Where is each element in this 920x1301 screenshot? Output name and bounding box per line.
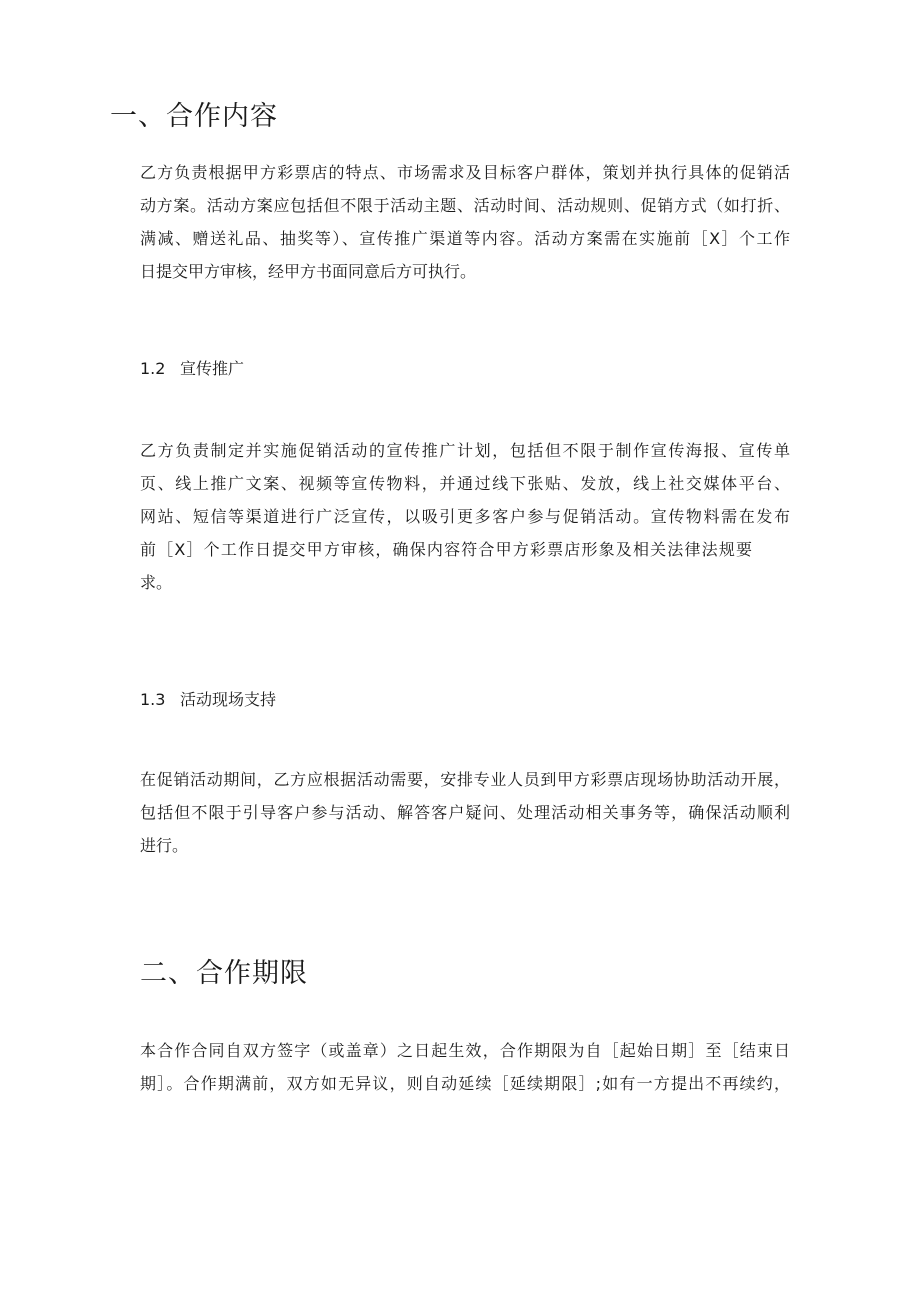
paragraph-line: 前［X］个工作日提交甲方审核，确保内容符合甲方彩票店形象及相关法律法规要 [140, 540, 752, 559]
paragraph-line: 求。 [140, 573, 173, 592]
subheading-title: 宣传推广 [180, 359, 245, 378]
section-heading-cooperation-content: 一、合作内容 [110, 101, 278, 132]
paragraph-cooperation-term [140, 1034, 790, 1100]
subheading-onsite-support [140, 688, 276, 712]
subheading-number: 1.2 [140, 359, 166, 378]
paragraph-line: 包括但不限于引导客户参与活动、解答客户疑问、处理活动相关事务等，确保活动顺利 [140, 803, 790, 822]
paragraph-line: 进行。 [140, 836, 189, 855]
paragraph-line: 乙方负责根据甲方彩票店的特点、市场需求及目标客户群体，策划并执行具体的促销活 [140, 163, 790, 182]
section-heading-cooperation-term: 二、合作期限 [140, 958, 308, 989]
paragraph-line: 本合作合同自双方签字（或盖章）之日起生效，合作期限为自［起始日期］至［结束日 [140, 1041, 790, 1060]
paragraph-line: 满减、赠送礼品、抽奖等）、宣传推广渠道等内容。活动方案需在实施前［X］个工作 [140, 229, 790, 248]
paragraph-line: 动方案。活动方案应包括但不限于活动主题、活动时间、活动规则、促销方式（如打折、 [140, 196, 790, 215]
paragraph-activity-plan [140, 156, 790, 288]
paragraph-onsite-support [140, 763, 790, 862]
paragraph-line: 网站、短信等渠道进行广泛宣传，以吸引更多客户参与促销活动。宣传物料需在发布 [140, 507, 790, 526]
paragraph-line: 期］。合作期满前，双方如无异议，则自动延续［延续期限］;如有一方提出不再续约， [140, 1074, 790, 1093]
subheading-number: 1.3 [140, 690, 166, 709]
paragraph-promotion-plan [140, 434, 790, 599]
subheading-title: 活动现场支持 [180, 690, 277, 709]
paragraph-line: 乙方负责制定并实施促销活动的宣传推广计划，包括但不限于制作宣传海报、宣传单 [140, 441, 790, 460]
paragraph-line: 在促销活动期间，乙方应根据活动需要，安排专业人员到甲方彩票店现场协助活动开展， [140, 770, 790, 789]
subheading-promotion [140, 357, 244, 381]
paragraph-line: 日提交甲方审核，经甲方书面同意后方可执行。 [140, 262, 477, 281]
paragraph-line: 页、线上推广文案、视频等宣传物料，并通过线下张贴、发放，线上社交媒体平台、 [140, 474, 790, 493]
